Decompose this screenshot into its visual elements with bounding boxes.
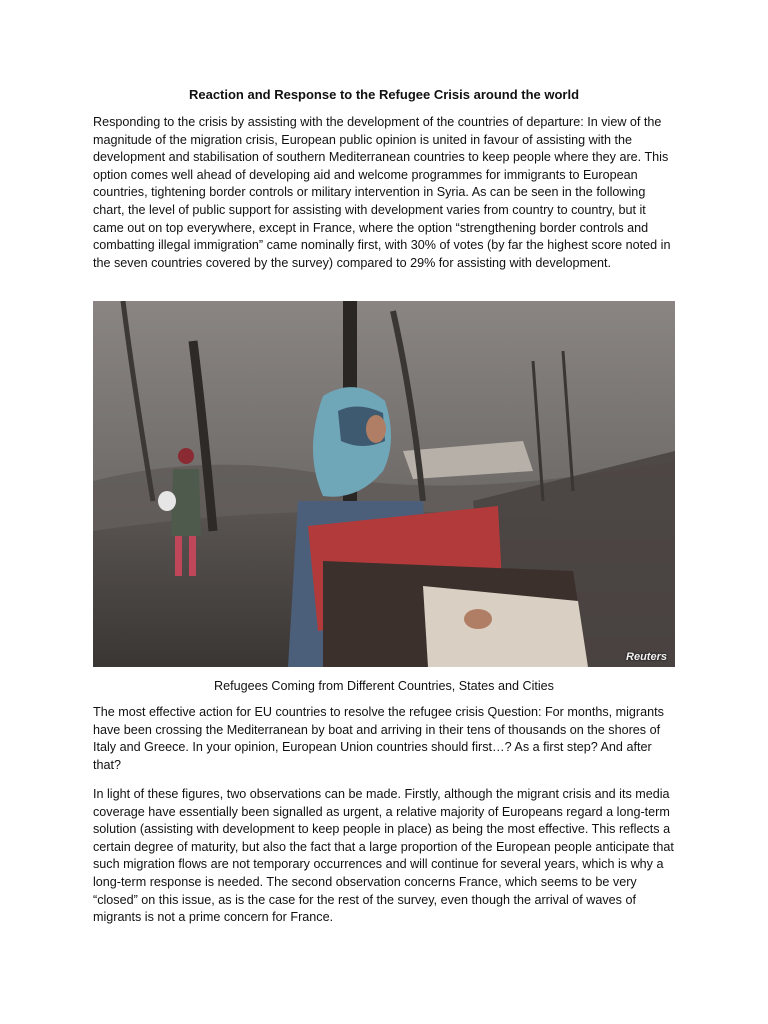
intro-paragraph: Responding to the crisis by assisting with the development of the countries of departure: In view of the magnitude of the migration crisis, European public opinion is united in favour of assisting with the development and stabilisation of southern Mediterranean countries to keep people where they are. This option comes well ahead of developing aid and welcome programmes for immigrants to European countries, tightening border controls or military intervention in Syria. As can be seen in the following chart, the level of public support for assisting with development varies from country to country, but it came out on top everywhere, except in France, where the option “strengthening border controls and combatting illegal immigration” came nominally first, with 30% of votes (by far the highest score noted in the seven countries covered by the survey) compared to 29% for assisting with development. (93, 115, 671, 270)
refugee-photo-illustration (93, 301, 675, 667)
photo-caption: Refugees Coming from Different Countries, States and Cities (214, 679, 554, 693)
document-title: Reaction and Response to the Refugee Crisis around the world (188, 87, 580, 102)
action-paragraph: The most effective action for EU countries to resolve the refugee crisis Question: For months, migrants have been crossing the Mediterranean by boat and arriving in their tens of thousands on the shores of Italy and Greece. In your opinion, European Union countries should first…? As a first step? And after that? (93, 705, 664, 772)
observations-paragraph: In light of these figures, two observations can be made. Firstly, although the migrant crisis and its media coverage have essentially been signalled as urgent, a relative majority of Europeans regard a long-term solution (assisting with development to keep people in place) as being the most effective. This reflects a certain degree of maturity, but also the fact that a large proportion of the European people anticipate that such migration flows are not temporary occurrences and will continue for several years, which is why a long-term response is needed. The second observation concerns France, which seems to be very “closed” on this issue, as is the case for the rest of the survey, even though the arrival of waves of migrants is not a prime concern for France. (93, 787, 674, 925)
photo-credit: Reuters (626, 651, 667, 663)
refugee-photo (93, 301, 675, 667)
